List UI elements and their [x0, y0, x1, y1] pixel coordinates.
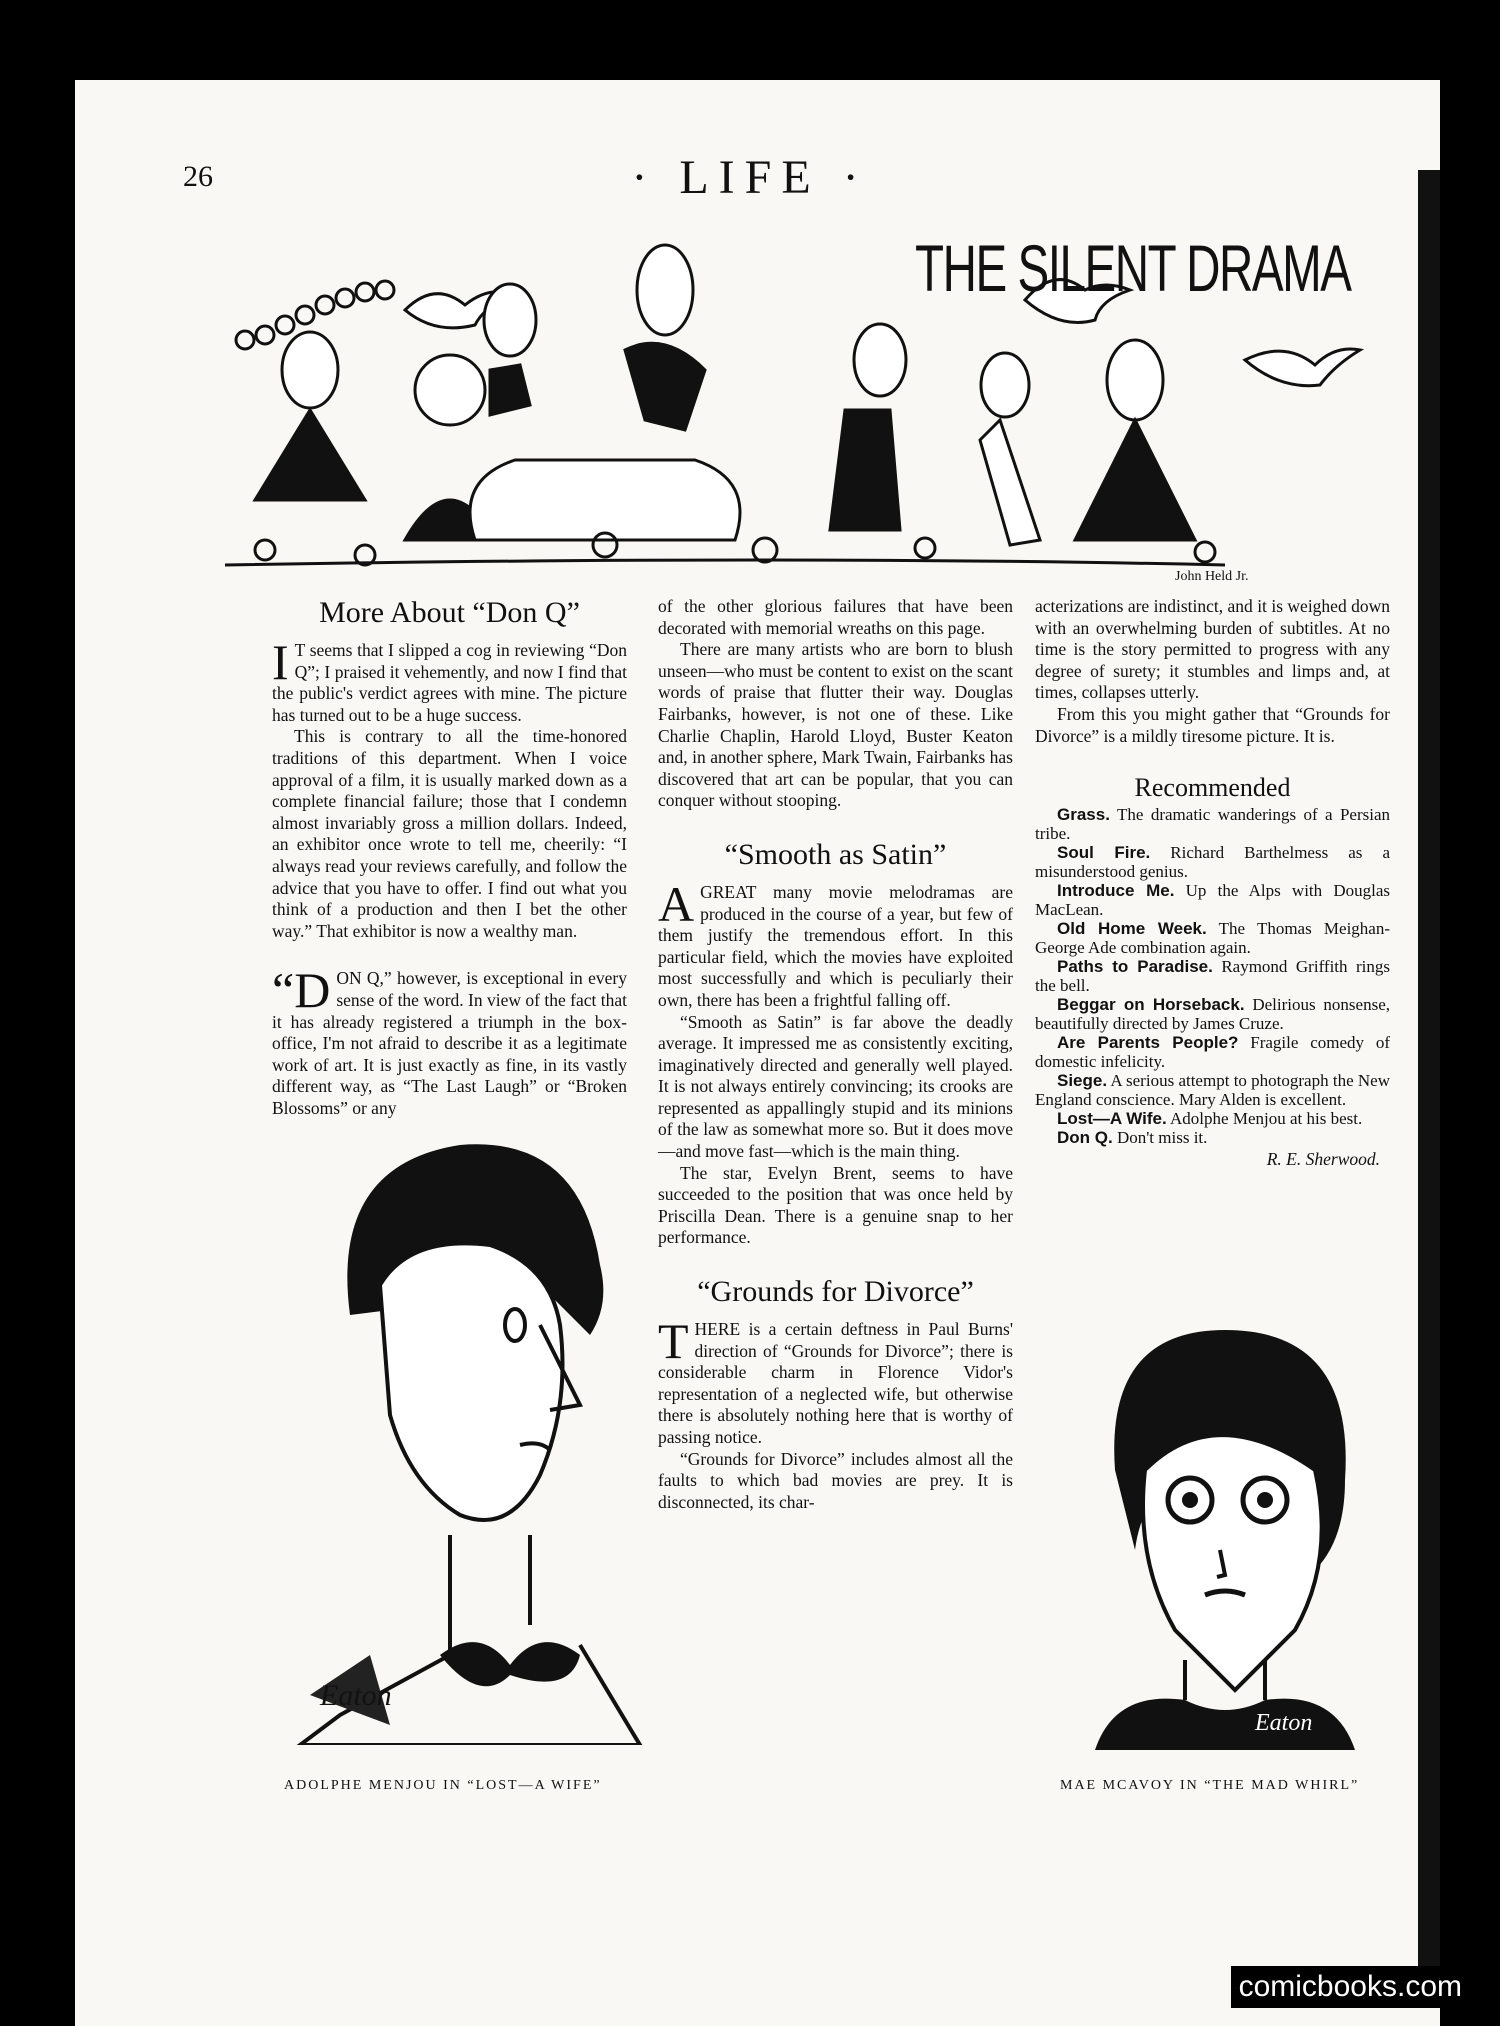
- film-title: Don Q.: [1057, 1127, 1113, 1147]
- recommended-item: [1035, 805, 1390, 843]
- page-number: 26: [183, 160, 213, 193]
- film-description: Up the Alps with Douglas MacLean.: [1035, 880, 1390, 919]
- recommended-title: Recommended: [1134, 773, 1291, 803]
- film-description: A serious attempt to photograph the New England conscience. Mary Alden is excellent.: [1035, 1070, 1390, 1109]
- film-description: The dramatic wanderings of a Persian tribe.: [1035, 804, 1390, 843]
- film-title: Are Parents People?: [1057, 1032, 1239, 1052]
- film-title: Siege.: [1057, 1070, 1108, 1090]
- mcavoy-caricature: [1085, 1320, 1365, 1750]
- film-description: Raymond Griffith rings the bell.: [1035, 956, 1391, 995]
- film-description: Don't miss it.: [1116, 1127, 1208, 1147]
- section-title: THE SILENT DRAMA: [915, 231, 1351, 305]
- paragraph: “Smooth as Satin” is far above the deadly average. It impressed me as consistently exciting, imaginatively directed and generally well played. It is not always entirely convincing; its crooks are represented as appallingly stupid and its minions of the law as somewhat more so. But it does move—and move fast—which is the main thing.: [658, 1011, 1013, 1162]
- recommended-item: [1035, 919, 1390, 957]
- recommended-list: [1035, 805, 1390, 1147]
- recommended-item: [1035, 1071, 1390, 1109]
- paragraph: The star, Evelyn Brent, seems to have succeeded to the position that was once held by Priscilla Dean. There is a genuine snap to her performance.: [658, 1162, 1013, 1248]
- article-title-don-q: More About “Don Q”: [319, 596, 580, 629]
- recommended-item: [1035, 1033, 1390, 1071]
- recommended-item: [1035, 1128, 1390, 1147]
- film-title: Beggar on Horseback.: [1057, 994, 1245, 1014]
- film-title: Introduce Me.: [1057, 880, 1175, 900]
- masthead: · LIFE ·: [631, 151, 869, 204]
- film-description: Fragile comedy of domestic infelicity.: [1035, 1032, 1391, 1071]
- drop-cap: T: [658, 1313, 689, 1370]
- next-page-edge: [1418, 170, 1440, 1970]
- film-title: Soul Fire.: [1057, 842, 1151, 862]
- illustrator-signature: John Held Jr.: [1175, 569, 1249, 584]
- film-title: Old Home Week.: [1057, 918, 1207, 938]
- paragraph: There are many artists who are born to blush unseen—who must be content to exist on the scant words of praise that flutter their way. Douglas Fairbanks, however, is not one of these. Like Charlie Chaplin, Harold Lloyd, Buster Keaton and, in another sphere, Mark Twain, Fairbanks has discovered that art can be popular, that you can conquer without stooping.: [658, 639, 1013, 811]
- paragraph: “DON Q,” however, is exceptional in every sense of the word. In view of the fact that it has already registered a triumph in the box-office, I'm not afraid to describe it as a legitimate work of art. It is just exactly as fine, in its vastly different way, as “The Last Laugh” or “Broken Blossoms” or any: [272, 962, 627, 1118]
- drop-cap: “D: [272, 962, 331, 1019]
- bow-tie-icon: [440, 1642, 580, 1686]
- recommended-item: [1035, 1109, 1390, 1128]
- paragraph: AGREAT many movie melodramas are produced in the course of a year, but few of them justify the tremendous effort. In this particular field, which the movies have exploited most successfully and which is peculiarly their own, there has been a frightful falling off.: [658, 875, 1013, 1010]
- watermark: comicbooks.com: [1231, 1966, 1470, 2008]
- drop-cap: A: [658, 875, 695, 932]
- article-title-grounds-for-divorce: “Grounds for Divorce”: [697, 1275, 974, 1309]
- article-title-smooth-as-satin: “Smooth as Satin”: [724, 837, 947, 871]
- film-title: Lost—A Wife.: [1057, 1108, 1167, 1128]
- film-title: Paths to Paradise.: [1057, 956, 1213, 976]
- column-1: [272, 596, 627, 1119]
- caption-mcavoy: MAE MCAVOY IN “THE MAD WHIRL”: [1060, 1778, 1360, 1793]
- recommended-item: [1035, 995, 1390, 1033]
- paragraph: I T seems that I slipped a cog in reviewing “Don Q”; I praised it vehemently, and now I find that the public's verdict agrees with mine. The picture has turned out to be a huge success.: [272, 634, 627, 725]
- paragraph: THERE is a certain deftness in Paul Burns' direction of “Grounds for Divorce”; there is considerable charm in Florence Vidor's representation of a neglected wife, but otherwise there is absolutely nothing here that is worthy of passing notice.: [658, 1313, 1013, 1447]
- paragraph: From this you might gather that “Grounds for Divorce” is a mildly tiresome picture. It is.: [1035, 703, 1390, 746]
- recommended-item: [1035, 843, 1390, 881]
- film-description: Adolphe Menjou at his best.: [1170, 1108, 1363, 1128]
- film-title: Grass.: [1057, 804, 1110, 824]
- paragraph: “Grounds for Divorce” includes almost all the faults to which bad movies are prey. It is disconnected, its char-: [658, 1448, 1013, 1512]
- paragraph: acterizations are indistinct, and it is weighed down with an overwhelming burden of subtitles. At no time is the story permitted to progress with any degree of surety; it stumbles and limps and, at times, collapses utterly.: [1035, 596, 1390, 703]
- recommended-item: [1035, 957, 1390, 995]
- film-description: Richard Barthelmess as a misunderstood genius.: [1035, 842, 1390, 881]
- artist-signature: Eaton: [1255, 1710, 1313, 1736]
- menjou-caricature: [290, 1115, 650, 1745]
- column-2: [658, 596, 1013, 1513]
- byline: R. E. Sherwood.: [1266, 1148, 1380, 1169]
- paragraph: of the other glorious failures that have been decorated with memorial wreaths on this page.: [658, 596, 1013, 638]
- caption-menjou: ADOLPHE MENJOU IN “LOST—A WIFE”: [284, 1778, 602, 1793]
- film-description: The Thomas Meighan-George Ade combination again.: [1035, 918, 1390, 957]
- recommended-item: [1035, 881, 1390, 919]
- column-3: [1035, 596, 1390, 1170]
- artist-signature: Eaton: [320, 1679, 392, 1712]
- film-description: Delirious nonsense, beautifully directed by James Cruze.: [1035, 994, 1391, 1033]
- drop-cap: I: [272, 634, 289, 690]
- paragraph: This is contrary to all the time-honored traditions of this department. When I voice approval of a film, it is usually marked down as a complete financial failure; those that I condemn almost invariably gross a million dollars. Indeed, an exhibitor once wrote to tell me, cheerily: “I always read your reviews carefully, and follow the advice that you have to offer. I find out what you think of a production and then I bet the other way.” That exhibitor is now a wealthy man.: [272, 726, 627, 941]
